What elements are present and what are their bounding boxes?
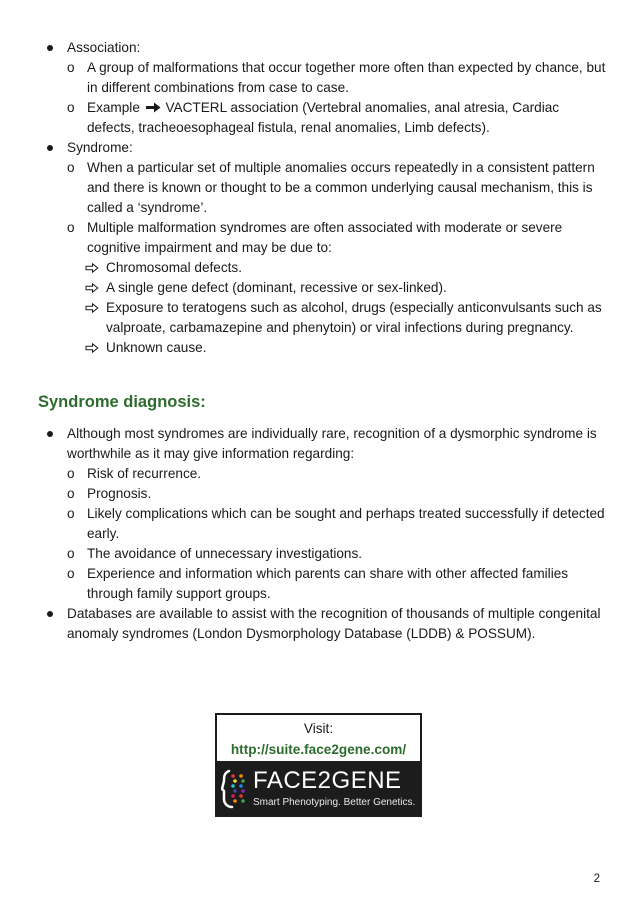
syndrome-causes-intro: Multiple malformation syndromes are often associated with moderate or severe cognitive impairment and may be due to: <box>87 220 563 255</box>
example-label: Example <box>87 100 140 115</box>
bullet-dot-icon <box>47 45 53 51</box>
list-item <box>0 218 638 258</box>
circle-bullet-icon: o <box>67 100 75 115</box>
visit-label: Visit: <box>303 721 334 736</box>
list-item <box>0 484 638 504</box>
cause-item <box>0 278 638 298</box>
outline-arrow-icon <box>85 343 99 353</box>
circle-bullet-icon: o <box>67 506 75 521</box>
list-item <box>0 98 638 138</box>
dna-face-logo-icon <box>221 767 251 811</box>
face2gene-banner <box>215 713 422 817</box>
databases-text: Databases are available to assist with the recognition of thousands of multiple congenital anomaly syndromes (London Dysmorphology Database (LDDB) & POSSUM). <box>67 606 601 641</box>
logo-tagline: Smart Phenotyping. Better Genetics. <box>253 797 416 808</box>
diagnosis-intro: Although most syndromes are individually rare, recognition of a dysmorphic syndrome is worthwhile as it may give information regarding: <box>67 426 597 461</box>
list-item <box>0 544 638 564</box>
circle-bullet-icon: o <box>67 466 75 481</box>
bullet-dot-icon <box>47 431 53 437</box>
face2gene-link[interactable]: http://suite.face2gene.com/ <box>230 742 407 757</box>
info-item-text: Risk of recurrence. <box>87 466 202 481</box>
outline-arrow-icon <box>85 263 99 273</box>
list-item <box>0 564 638 604</box>
bold-right-arrow-icon <box>144 101 162 114</box>
cause-text: A single gene defect (dominant, recessive or sex-linked). <box>106 280 447 295</box>
info-item-text: Experience and information which parents can share with other affected families through family support groups. <box>87 566 569 601</box>
list-item <box>0 504 638 544</box>
list-item-syndrome <box>0 138 638 158</box>
circle-bullet-icon: o <box>67 486 75 501</box>
outline-arrow-icon <box>85 283 99 293</box>
syndrome-label: Syndrome: <box>67 140 133 155</box>
list-item <box>0 464 638 484</box>
list-item <box>0 604 638 644</box>
diagnosis-section <box>0 424 638 644</box>
definitions-section <box>0 38 638 358</box>
cause-text: Unknown cause. <box>106 340 207 355</box>
list-item <box>0 158 638 218</box>
circle-bullet-icon: o <box>67 160 75 175</box>
association-definition: A group of malformations that occur together more often than expected by chance, but in different combinations from case to case. <box>87 60 606 95</box>
circle-bullet-icon: o <box>67 60 75 75</box>
list-item <box>0 424 638 464</box>
info-item-text: Likely complications which can be sought and perhaps treated successfully if detected early. <box>87 506 605 541</box>
circle-bullet-icon: o <box>67 546 75 561</box>
page-number: 2 <box>593 873 600 885</box>
bullet-dot-icon <box>47 611 53 617</box>
cause-item <box>0 258 638 278</box>
cause-text: Exposure to teratogens such as alcohol, drugs (especially anticonvulsants such as valproate, carbamazepine and phenytoin) or viral infections during pregnancy. <box>106 300 602 335</box>
syndrome-definition: When a particular set of multiple anomalies occurs repeatedly in a consistent pattern and there is known or thought to be a common underlying causal mechanism, this is called a ‘syndrome’. <box>87 160 595 215</box>
circle-bullet-icon: o <box>67 220 75 235</box>
list-item <box>0 58 638 98</box>
example-text: VACTERL association (Vertebral anomalies, anal atresia, Cardiac defects, tracheoesophageal fistula, renal anomalies, Limb defects). <box>87 100 560 135</box>
cause-text: Chromosomal defects. <box>106 260 242 275</box>
info-item-text: Prognosis. <box>87 486 152 501</box>
cause-item <box>0 298 638 338</box>
section-heading: Syndrome diagnosis: <box>38 393 206 411</box>
face2gene-logo <box>217 761 420 817</box>
cause-item <box>0 338 638 358</box>
logo-wordmark: FACE2GENE <box>253 767 402 794</box>
bullet-dot-icon <box>47 145 53 151</box>
circle-bullet-icon: o <box>67 566 75 581</box>
list-item-association <box>0 38 638 58</box>
outline-arrow-icon <box>85 303 99 313</box>
info-item-text: The avoidance of unnecessary investigations. <box>87 546 363 561</box>
association-label: Association: <box>67 40 141 55</box>
